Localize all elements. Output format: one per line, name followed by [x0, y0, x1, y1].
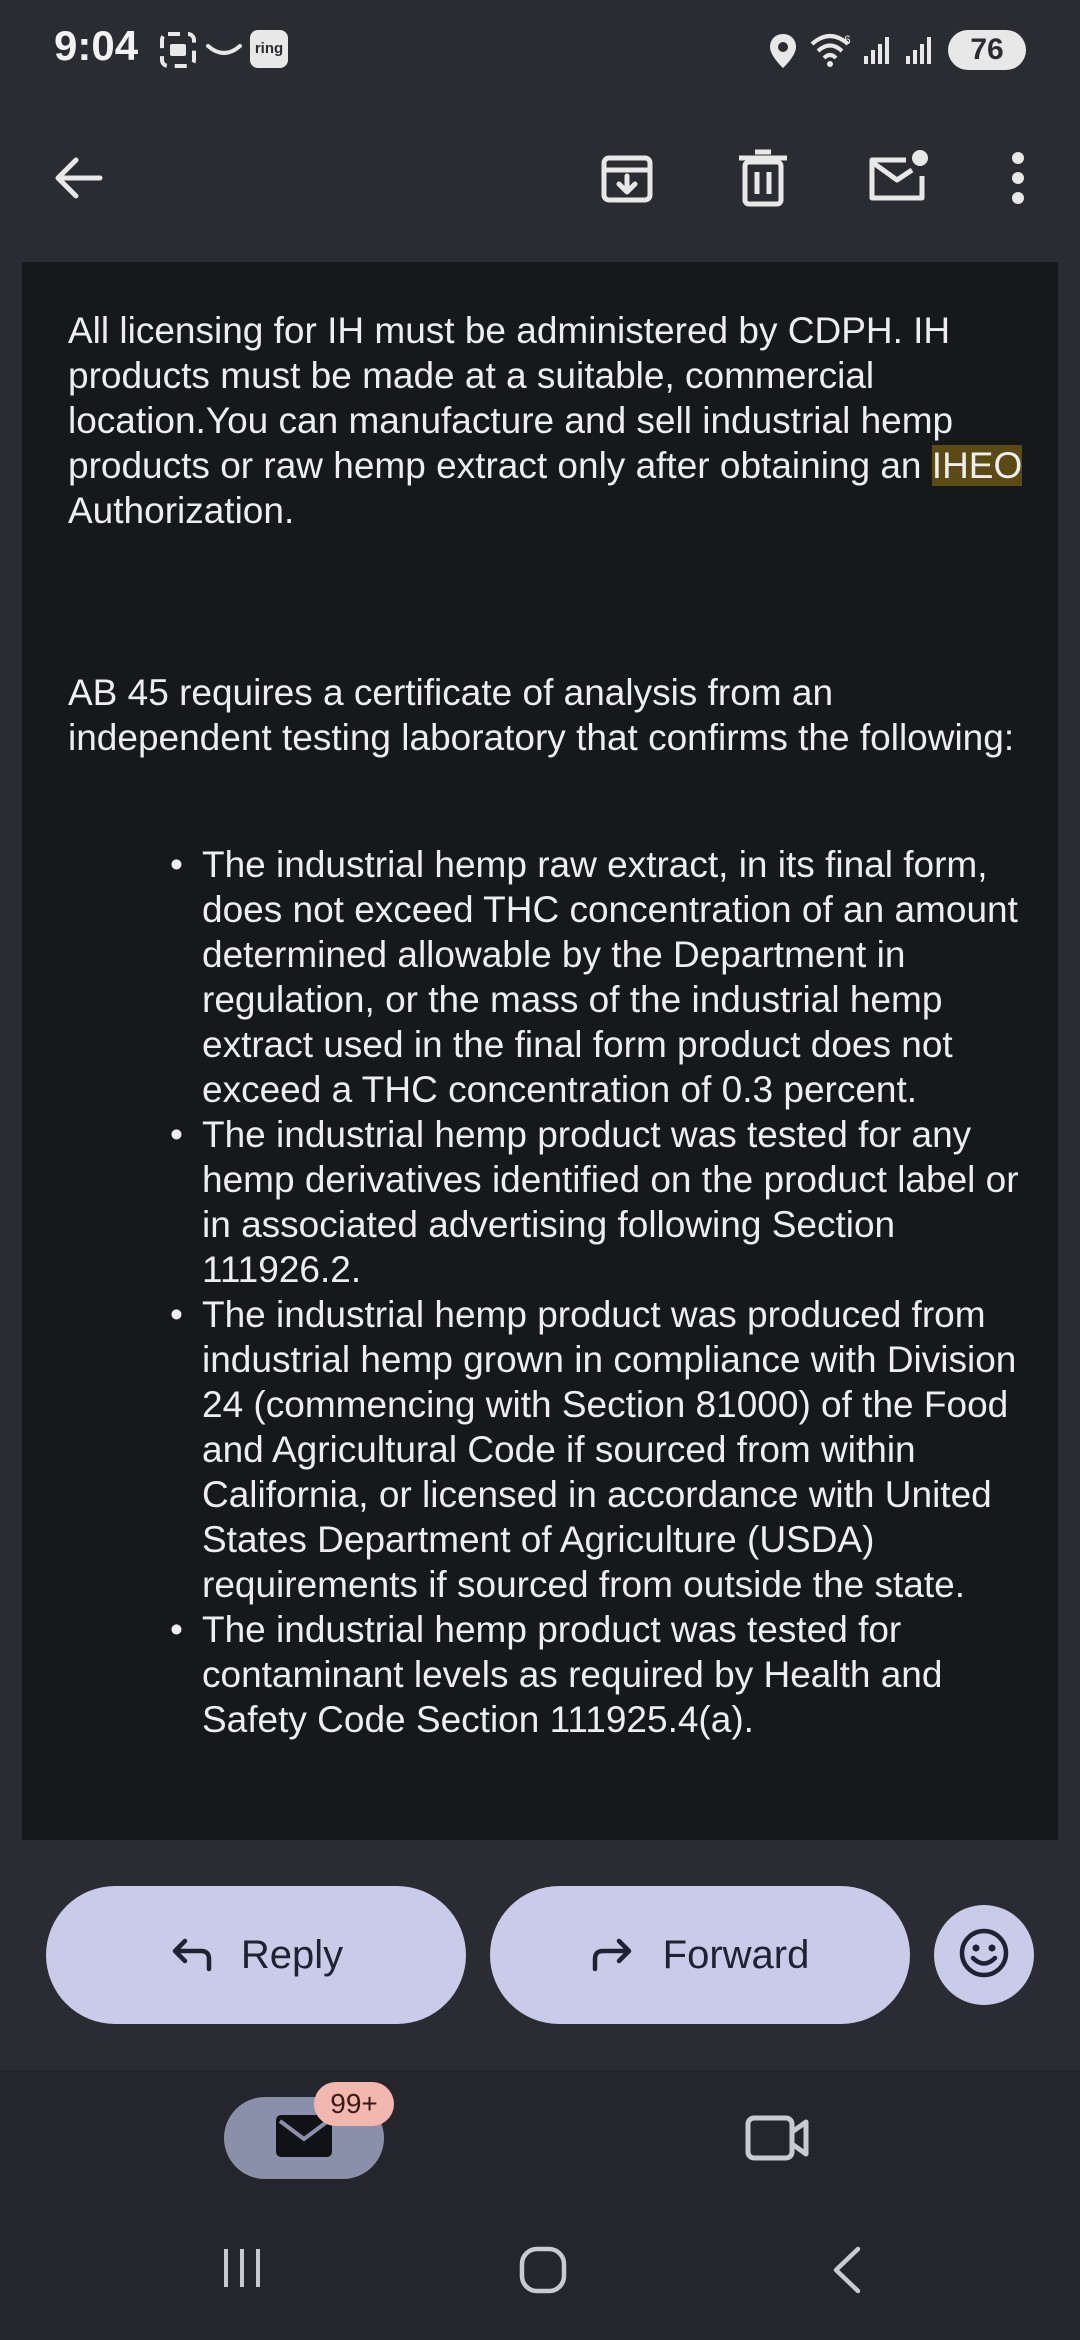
back-chevron-icon	[826, 2245, 866, 2295]
forward-button[interactable]	[490, 1886, 910, 2024]
signal-icon	[904, 34, 936, 71]
emoji-reaction-button[interactable]	[934, 1905, 1034, 2005]
tab-meet[interactable]	[742, 2108, 812, 2168]
unread-count-badge: 99+	[314, 2082, 394, 2126]
link-icon	[204, 40, 244, 65]
recents-icon	[220, 2245, 266, 2291]
emoji-icon	[958, 1927, 1010, 1984]
trash-icon	[733, 148, 793, 213]
reply-button[interactable]	[46, 1886, 466, 2024]
email-text: Authorization.	[68, 490, 295, 531]
list-item: • The industrial hemp product was tested for any hemp derivatives identified on the product label or in associated advertising following Section 111926.2.	[202, 1112, 1038, 1292]
mail-unread-icon	[866, 148, 930, 213]
list-item: • The industrial hemp raw extract, in its final form, does not exceed THC concentration of an amount determined allowable by the Department in regulation, or the mass of the industrial hemp extract used in the final form product does not exceed a THC concentration of 0.3 percent.	[202, 842, 1038, 1112]
archive-icon	[597, 148, 657, 213]
screenshot-icon	[158, 30, 198, 75]
search-highlight: IHEO	[931, 445, 1023, 486]
wifi-icon	[808, 32, 854, 73]
more-vert-icon	[1008, 148, 1028, 213]
requirements-list	[202, 842, 1038, 1742]
back-button[interactable]	[38, 140, 118, 220]
status-bar	[0, 0, 1080, 100]
forward-icon	[591, 1937, 635, 1973]
home-button[interactable]	[518, 2245, 568, 2300]
email-toolbar	[0, 100, 1080, 260]
forward-label: Forward	[662, 1932, 810, 1977]
email-paragraph	[68, 308, 1038, 533]
location-icon	[768, 32, 798, 75]
archive-button[interactable]	[587, 140, 667, 220]
more-options-button[interactable]	[978, 140, 1058, 220]
recent-apps-button[interactable]	[220, 2245, 266, 2296]
mark-unread-button[interactable]	[858, 140, 938, 220]
home-icon	[518, 2245, 568, 2295]
email-paragraph: AB 45 requires a certificate of analysis from an independent testing laboratory that confirms the following:	[68, 672, 1015, 758]
reply-icon	[169, 1937, 213, 1973]
status-time: 9:04	[54, 22, 139, 69]
reply-label: Reply	[240, 1932, 344, 1977]
battery-icon: 76	[948, 30, 1026, 70]
email-body	[22, 262, 1058, 1840]
back-nav-button[interactable]	[826, 2245, 866, 2300]
email-text: All licensing for IH must be administered by CDPH. IH products must be made at a suitable, commercial location.You can manufacture and sell industrial hemp products or raw hemp extract only after obtaining an	[68, 310, 954, 486]
video-camera-icon	[742, 2155, 812, 2172]
delete-button[interactable]	[723, 140, 803, 220]
back-arrow-icon	[50, 150, 106, 211]
list-item: • The industrial hemp product was produced from industrial hemp grown in compliance with Division 24 (commencing with Section 81000) of the Food and Agricultural Code if sourced from within California, or licensed in accordance with United States Department of Agriculture (USDA) requirements if sourced from outside the state.	[202, 1292, 1038, 1607]
signal-icon	[862, 34, 894, 71]
list-item: • The industrial hemp product was tested for contaminant levels as required by Health and Safety Code Section 111925.4(a).	[202, 1607, 1038, 1742]
svg-text:6: 6	[844, 33, 851, 47]
ring-app-icon: ring	[250, 30, 288, 68]
